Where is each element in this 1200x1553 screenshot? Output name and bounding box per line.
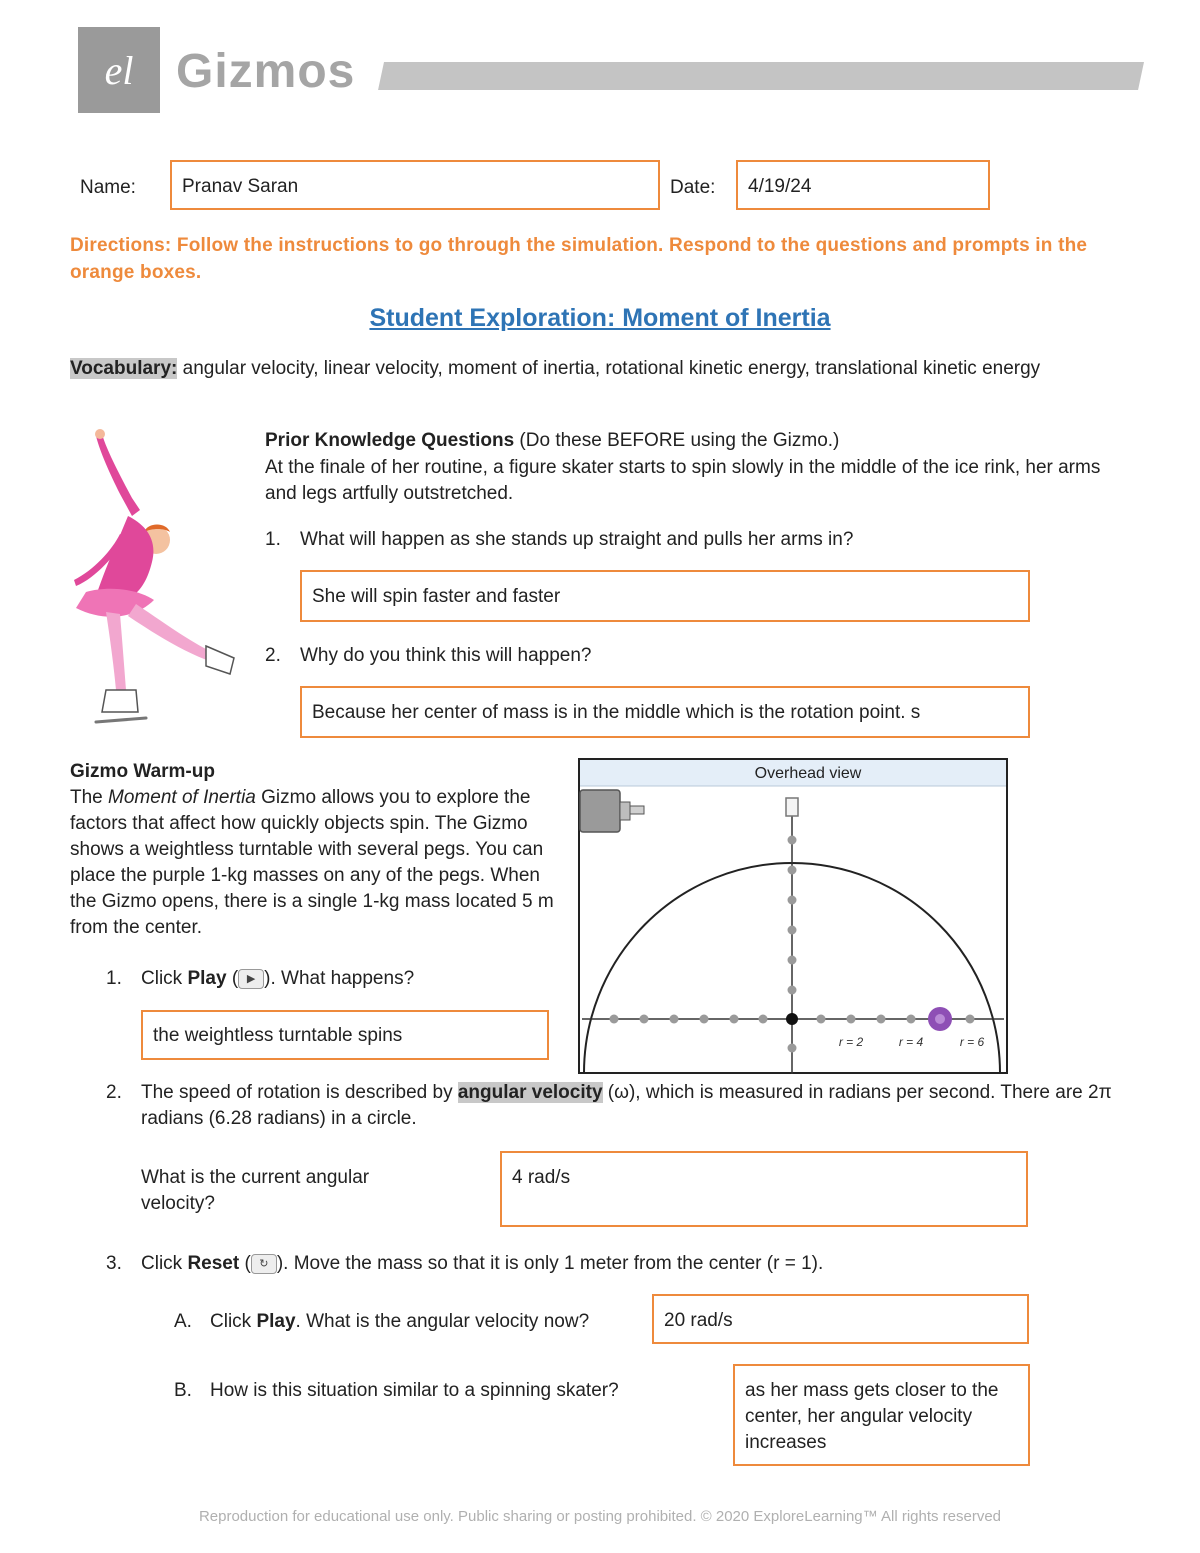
warmup-intro-gizmo-name: Moment of Inertia xyxy=(108,787,256,808)
prior-knowledge-heading xyxy=(265,428,1135,454)
answer-box-warmup-q3b[interactable]: as her mass gets closer to the center, her angular velocity increases xyxy=(733,1364,1030,1466)
answer-box-q1[interactable]: She will spin faster and faster xyxy=(300,570,1030,622)
logo-text: Gizmos xyxy=(176,45,356,98)
warmup-intro-pre: The xyxy=(70,787,109,808)
warmup-intro xyxy=(70,785,562,941)
warmup-q1-play: Play xyxy=(187,968,227,989)
warmup-heading: Gizmo Warm-up xyxy=(70,761,215,782)
prior-knowledge-title: Prior Knowledge Questions xyxy=(265,430,515,451)
warmup-q3-pre: Click xyxy=(141,1253,188,1274)
warmup-q1-text: Click Play ( ▶ ). What happens? xyxy=(141,968,415,989)
vocab-angular-velocity: angular velocity xyxy=(457,1082,603,1103)
question-number: 1. xyxy=(265,529,281,550)
answer-box-warmup-q3a[interactable]: 20 rad/s xyxy=(652,1294,1029,1344)
footer-notice: Reproduction for educational use only. Public sharing or posting prohibited. © 2020 ExploreLearning™ All rights reserved xyxy=(198,1508,1002,1525)
vocabulary-terms: angular velocity, linear velocity, moment of inertia, rotational kinetic energy, translational kinetic energy xyxy=(177,358,1041,379)
question-number: 3. xyxy=(106,1253,122,1274)
date-field[interactable]: 4/19/24 xyxy=(736,160,990,210)
warmup-q3a-pre: Click xyxy=(210,1311,257,1332)
warmup-q1-post: ). What happens? xyxy=(264,968,415,989)
page-title: Student Exploration: Moment of Inertia xyxy=(369,304,831,332)
warmup-intro-body: Gizmo allows you to explore the factors that affect how quickly objects spin. The Gizmo shows a weightless turntable with several pegs. You can place the purple 1-kg masses on any of the pegs. When the Gizmo opens, there is a single 1-kg mass located 5 m from the center. xyxy=(70,787,554,938)
vocabulary xyxy=(70,356,1130,382)
directions: Directions: Follow the instructions to go through the simulation. Respond to the questions and prompts in the orange boxes. xyxy=(70,235,1088,283)
radius-label-4: r = 4 xyxy=(898,1035,924,1049)
prior-knowledge-intro: At the finale of her routine, a figure skater starts to spin slowly in the middle of the ice rink, her arms and legs artfully outstretched. xyxy=(265,457,1101,504)
warmup-q3-post: ). Move the mass so that it is only 1 meter from the center (r = 1). xyxy=(276,1253,824,1274)
subquestion-letter: B. xyxy=(174,1380,192,1401)
question-text: Why do you think this will happen? xyxy=(300,645,592,666)
answer-box-q2[interactable]: Because her center of mass is in the middle which is the rotation point. s xyxy=(300,686,1030,738)
figure-skater-illustration xyxy=(66,428,242,730)
question-number: 1. xyxy=(106,968,122,989)
diagram-title: Overhead view xyxy=(754,765,862,782)
question-number: 2. xyxy=(265,645,281,666)
warmup-q3b-text: How is this situation similar to a spinning skater? xyxy=(210,1380,619,1401)
question-number: 2. xyxy=(106,1082,122,1103)
prior-knowledge-note: (Do these BEFORE using the Gizmo.) xyxy=(514,430,840,451)
warmup-q2-text xyxy=(141,1080,1131,1132)
name-label: Name: xyxy=(80,177,136,198)
header-bar xyxy=(378,62,1144,90)
overhead-view-diagram xyxy=(578,758,1008,1074)
warmup-q3-text: Click Reset ( ↻ ). Move the mass so that it is only 1 meter from the center (r = 1). xyxy=(141,1253,824,1274)
subquestion-letter: A. xyxy=(174,1311,192,1332)
question-text: What will happen as she stands up straight and pulls her arms in? xyxy=(300,529,854,550)
answer-box-warmup-q1[interactable]: the weightless turntable spins xyxy=(141,1010,549,1060)
radius-label-2: r = 2 xyxy=(838,1035,864,1049)
vocabulary-label: Vocabulary: xyxy=(70,358,178,379)
warmup-q2-subquestion: What is the current angular velocity? xyxy=(141,1167,370,1214)
warmup-q3a-play: Play xyxy=(256,1311,296,1332)
warmup-q1-pre: Click xyxy=(141,968,188,989)
logo-mark xyxy=(78,27,160,113)
play-icon: ▶ xyxy=(238,969,264,989)
warmup-q3-reset: Reset xyxy=(187,1253,240,1274)
logo-mark-text: el xyxy=(104,48,134,93)
warmup-q2-pre: The speed of rotation is described by xyxy=(141,1082,458,1103)
answer-box-warmup-q2[interactable]: 4 rad/s xyxy=(500,1151,1028,1227)
warmup-q2-post: (ω), which is measured in radians per second. There are 2π radians (6.28 radians) in a circle. xyxy=(141,1082,1112,1129)
name-field[interactable]: Pranav Saran xyxy=(170,160,660,210)
warmup-q3a-text xyxy=(210,1309,650,1335)
date-label: Date: xyxy=(670,177,716,198)
reset-icon: ↻ xyxy=(251,1254,277,1274)
radius-label-6: r = 6 xyxy=(959,1035,985,1049)
warmup-q3a-post: . What is the angular velocity now? xyxy=(295,1311,590,1332)
